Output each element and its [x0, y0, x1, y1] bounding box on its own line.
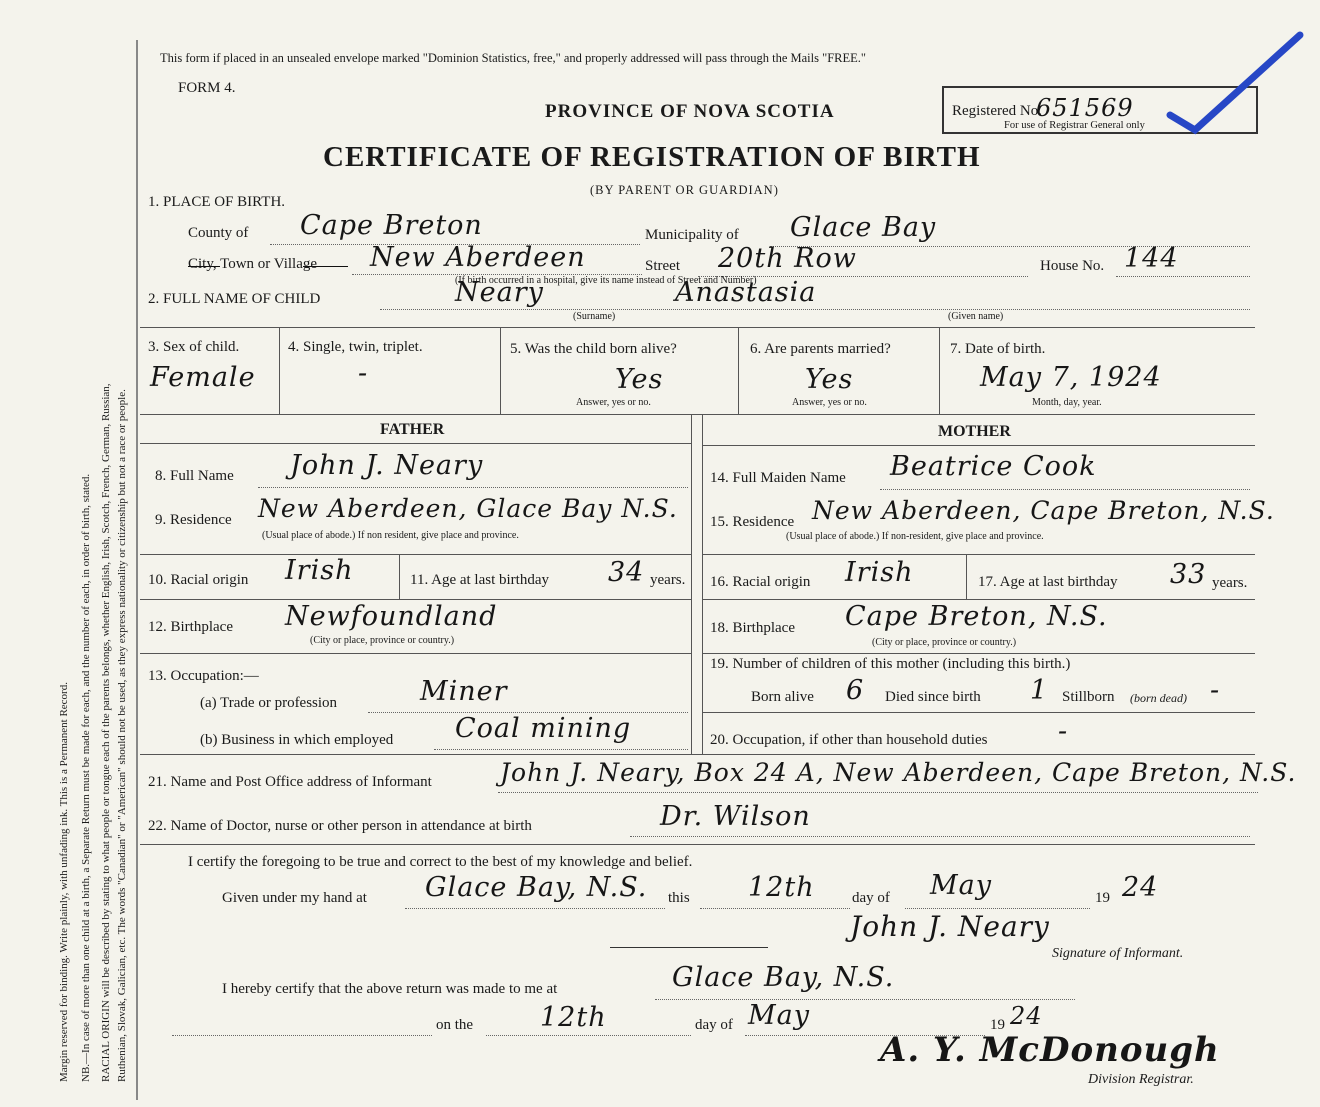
- father-name-value: John J. Neary: [290, 450, 484, 481]
- county-label: County of: [188, 225, 249, 241]
- street-value: 20th Row: [718, 243, 857, 274]
- mother-heading-line: [702, 445, 1255, 446]
- certificate-title: CERTIFICATE OF REGISTRATION OF BIRTH: [323, 141, 981, 173]
- alive-caption: Answer, yes or no.: [576, 397, 651, 408]
- hospital-note: (If birth occurred in a hospital, give its name instead of Street and Number): [455, 275, 757, 286]
- father-heading: FATHER: [380, 421, 445, 438]
- margin-note-4: Ruthenian, Slovak, Galician, etc. The words "Canadian" or "American" should not be used, as they express nationality or citizenship but not a race or people.: [116, 389, 128, 1082]
- father-res-label: 9. Residence: [155, 512, 232, 528]
- return-day-of-label: day of: [695, 1017, 733, 1033]
- mother-name-label: 14. Full Maiden Name: [710, 470, 846, 486]
- city-strike-1: [188, 266, 220, 267]
- mother-occ-divider: [702, 712, 1255, 713]
- surname-caption: (Surname): [573, 311, 616, 322]
- return-day: 12th: [540, 1002, 607, 1033]
- married-label: 6. Are parents married?: [750, 341, 891, 357]
- margin-note-1: Margin reserved for binding. Write plainly, with unfading ink. This is a Permanent Record.: [58, 682, 70, 1082]
- father-age-divider: [399, 554, 400, 599]
- informant-sig-label: Signature of Informant.: [1052, 946, 1184, 961]
- mother-race-label: 16. Racial origin: [710, 574, 811, 590]
- father-race-label: 10. Racial origin: [148, 572, 249, 588]
- return-line: [655, 999, 1075, 1000]
- mother-occ-value: -: [1058, 716, 1069, 747]
- registrar-label: Division Registrar.: [1088, 1072, 1194, 1087]
- father-race-divider: [140, 554, 691, 555]
- father-race-value: Irish: [285, 555, 354, 586]
- father-name-line: [258, 487, 688, 488]
- doctor-line: [630, 836, 1250, 837]
- died-label: Died since birth: [885, 689, 981, 705]
- father-occ-divider: [140, 653, 691, 654]
- row3-top-border: [140, 327, 1255, 328]
- child-name-line: [380, 309, 1250, 310]
- single-label: 4. Single, twin, triplet.: [288, 339, 423, 355]
- given-day: 12th: [748, 872, 815, 903]
- alive-value: Yes: [615, 364, 664, 395]
- mother-bp-label: 18. Birthplace: [710, 620, 795, 636]
- father-age-unit: years.: [650, 572, 686, 588]
- return-day-line: [486, 1035, 691, 1036]
- sex-value: Female: [150, 362, 256, 393]
- mother-occ-label: 20. Occupation, if other than household duties: [710, 732, 988, 748]
- father-res-value: New Aberdeen, Glace Bay N.S.: [258, 494, 678, 523]
- child-surname: Neary: [455, 277, 544, 308]
- married-caption: Answer, yes or no.: [792, 397, 867, 408]
- mother-name-line: [880, 489, 1250, 490]
- child-name-label: 2. FULL NAME OF CHILD: [148, 291, 321, 307]
- signature-line-left: [610, 947, 768, 948]
- doctor-value: Dr. Wilson: [660, 801, 811, 832]
- informant-signature: John J. Neary: [850, 910, 1050, 943]
- row3-divider-1: [279, 327, 280, 414]
- father-bp-value: Newfoundland: [285, 601, 498, 632]
- father-business-label: (b) Business in which employed: [200, 732, 394, 748]
- given-line: [405, 908, 665, 909]
- father-name-label: 8. Full Name: [155, 468, 234, 484]
- row3-divider-4: [939, 327, 940, 414]
- given-label: Given under my hand at: [222, 890, 367, 906]
- city-label: City, Town or Village: [188, 256, 318, 272]
- return-month: May: [748, 1000, 810, 1031]
- given-place: Glace Bay, N.S.: [425, 872, 648, 903]
- mother-res-caption: (Usual place of abode.) If non-resident, give place and province.: [786, 531, 1044, 542]
- mother-bp-value: Cape Breton, N.S.: [845, 601, 1108, 632]
- form-number: FORM 4.: [178, 80, 236, 96]
- city-value: New Aberdeen: [370, 242, 586, 273]
- given-month-line: [905, 908, 1090, 909]
- mother-age-unit: years.: [1212, 575, 1248, 591]
- alive-label: 5. Was the child born alive?: [510, 341, 677, 357]
- father-age-label: 11. Age at last birthday: [410, 572, 549, 588]
- dob-label: 7. Date of birth.: [950, 341, 1046, 357]
- mother-res-label: 15. Residence: [710, 514, 795, 530]
- father-mother-divider-left: [691, 414, 692, 754]
- this-label: this: [668, 890, 690, 906]
- sex-label: 3. Sex of child.: [148, 339, 240, 355]
- mother-children-label: 19. Number of children of this mother (including this birth.): [710, 656, 1071, 672]
- municipality-label: Municipality of: [645, 227, 739, 243]
- father-business-value: Coal mining: [455, 713, 632, 744]
- mother-bp-caption: (City or place, province or country.): [872, 637, 1017, 648]
- mail-notice: This form if placed in an unsealed envelope marked "Dominion Statistics, free," and properly addressed will pass through the Mails "FREE.": [160, 51, 867, 65]
- mother-name-value: Beatrice Cook: [890, 451, 1097, 482]
- registered-label: Registered No.: [952, 103, 1042, 119]
- father-occ-label: 13. Occupation:—: [148, 668, 259, 684]
- father-mother-divider-right: [702, 414, 703, 754]
- mother-race-value: Irish: [845, 557, 914, 588]
- died-value: 1: [1030, 675, 1049, 706]
- stillborn-note: (born dead): [1130, 691, 1187, 705]
- informant-line: [498, 792, 1258, 793]
- certification-top-border: [140, 844, 1255, 845]
- year-prefix-1: 19: [1095, 890, 1110, 906]
- return-label: I hereby certify that the above return was made to me at: [222, 981, 558, 997]
- married-value: Yes: [805, 364, 854, 395]
- single-value: -: [358, 358, 369, 389]
- margin-border: [136, 40, 138, 1100]
- father-bp-label: 12. Birthplace: [148, 619, 233, 635]
- given-month: May: [930, 870, 992, 901]
- mother-children-divider: [702, 653, 1255, 654]
- section-bottom-border: [140, 754, 1255, 755]
- registrar-note: For use of Registrar General only: [1004, 120, 1145, 131]
- father-res-caption: (Usual place of abode.) If non resident, give place and province.: [262, 530, 519, 541]
- mother-bp-divider: [702, 599, 1255, 600]
- province-heading: PROVINCE OF NOVA SCOTIA: [545, 101, 835, 122]
- stillborn-value: -: [1210, 675, 1221, 706]
- mother-age-value: 33: [1170, 559, 1207, 590]
- year-prefix-2: 19: [990, 1017, 1005, 1033]
- father-bp-divider: [140, 599, 691, 600]
- row3-bottom-border: [140, 414, 1255, 415]
- mother-res-value: New Aberdeen, Cape Breton, N.S.: [812, 496, 1275, 525]
- father-heading-line: [140, 443, 691, 444]
- dob-value: May 7, 1924: [980, 362, 1162, 393]
- registered-number: 651569: [1036, 94, 1134, 122]
- return-prefix-line: [172, 1035, 432, 1036]
- margin-note-2: NB.—In case of more than one child at a birth, a Separate Return must be made for each, and the number of each, in order of birth, stated.: [80, 473, 92, 1082]
- mother-age-divider: [966, 554, 967, 599]
- given-caption: (Given name): [948, 311, 1004, 322]
- stillborn-label: Stillborn: [1062, 689, 1115, 705]
- blue-check-mark: [1160, 30, 1310, 140]
- on-the-label: on the: [436, 1017, 474, 1033]
- doctor-label: 22. Name of Doctor, nurse or other person in attendance at birth: [148, 818, 532, 834]
- street-label: Street: [645, 258, 680, 274]
- mother-age-label: 17. Age at last birthday: [978, 574, 1118, 590]
- house-line: [1116, 276, 1250, 277]
- child-given-name: Anastasia: [675, 277, 817, 308]
- father-bp-caption: (City or place, province or country.): [310, 635, 455, 646]
- informant-label: 21. Name and Post Office address of Informant: [148, 774, 432, 790]
- given-day-line: [700, 908, 850, 909]
- house-value: 144: [1124, 243, 1179, 274]
- city-strike-2: [303, 266, 348, 267]
- informant-value: John J. Neary, Box 24 A, New Aberdeen, Cape Breton, N.S.: [500, 758, 1297, 787]
- county-value: Cape Breton: [300, 210, 483, 241]
- row3-divider-3: [738, 327, 739, 414]
- given-year: 24: [1122, 872, 1159, 903]
- return-place: Glace Bay, N.S.: [672, 962, 895, 993]
- dob-caption: Month, day, year.: [1032, 397, 1102, 408]
- municipality-value: Glace Bay: [790, 212, 937, 243]
- father-trade-value: Miner: [420, 676, 508, 707]
- mother-heading: MOTHER: [938, 423, 1011, 440]
- father-age-value: 34: [608, 557, 645, 588]
- registrar-signature: A. Y. McDonough: [880, 1030, 1220, 1070]
- father-business-line: [434, 749, 688, 750]
- place-of-birth-heading: 1. PLACE OF BIRTH.: [148, 194, 286, 210]
- house-label: House No.: [1040, 258, 1105, 274]
- return-year: 24: [1010, 1002, 1043, 1030]
- certify-text: I certify the foregoing to be true and correct to the best of my knowledge and belief.: [188, 854, 693, 870]
- certificate-subtitle: (BY PARENT OR GUARDIAN): [590, 183, 779, 197]
- day-of-label: day of: [852, 890, 890, 906]
- row3-divider-2: [500, 327, 501, 414]
- mother-race-divider: [702, 554, 1255, 555]
- born-alive-label: Born alive: [751, 689, 814, 705]
- father-trade-label: (a) Trade or profession: [200, 695, 338, 711]
- margin-note-3: RACIAL ORIGIN will be described by stating to what people or tongue each of the parents belongs, whether English, Irish, Scotch, French, German, Russian,: [100, 383, 112, 1082]
- born-alive-value: 6: [846, 675, 865, 706]
